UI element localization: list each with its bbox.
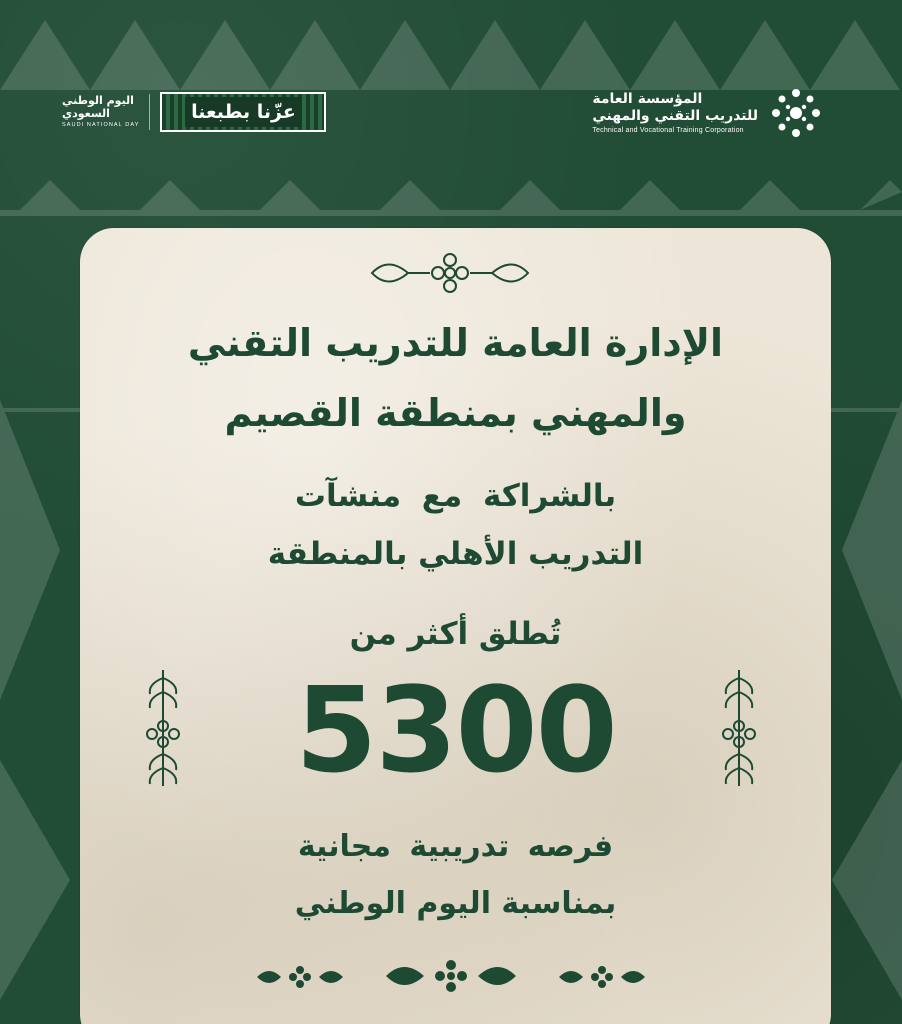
bottom-center-ornament-icon: [384, 956, 518, 996]
opportunities-count: 5300: [295, 661, 616, 799]
footer-line1: فرصه تدريبية مجانية: [297, 829, 614, 864]
partnership-line2: التدريب الأهلي بالمنطقة: [267, 536, 644, 572]
national-day-logo-english: SAUDI NATIONAL DAY: [62, 122, 140, 128]
bottom-left-ornament-icon: [255, 962, 345, 992]
header: [0, 70, 902, 160]
tvtc-name-line2: للتدريب التقني والمهني: [592, 107, 758, 124]
national-day-logo: [62, 94, 139, 130]
logo-divider: [149, 94, 150, 130]
tvtc-name-line1: المؤسسة العامة: [592, 90, 703, 107]
launch-text: تُطلق أكثر من: [349, 616, 562, 652]
tvtc-logo: [534, 76, 824, 150]
national-day-logo-line1: اليوم الوطني: [62, 94, 134, 107]
national-day-logos: [62, 82, 326, 142]
title-line2: والمهني بمنطقة القصيم: [224, 391, 687, 435]
top-floral-ornament-icon: [368, 248, 532, 298]
tvtc-name: [592, 91, 758, 136]
national-day-slogan: عزّنا بطبعنا: [185, 97, 302, 127]
partnership-line1: بالشراكة مع منشآت: [294, 478, 617, 514]
national-day-logo-line2: السعودي: [62, 107, 110, 120]
national-day-slogan-badge: [160, 92, 326, 132]
tvtc-flower-emblem-icon: [768, 85, 824, 141]
footer-line2: بمناسبة اليوم الوطني: [294, 886, 617, 921]
title-line1: الإدارة العامة للتدريب التقني: [187, 321, 724, 365]
bottom-right-ornament-icon: [557, 962, 647, 992]
tvtc-name-english: Technical and Vocational Training Corporation: [592, 126, 744, 134]
